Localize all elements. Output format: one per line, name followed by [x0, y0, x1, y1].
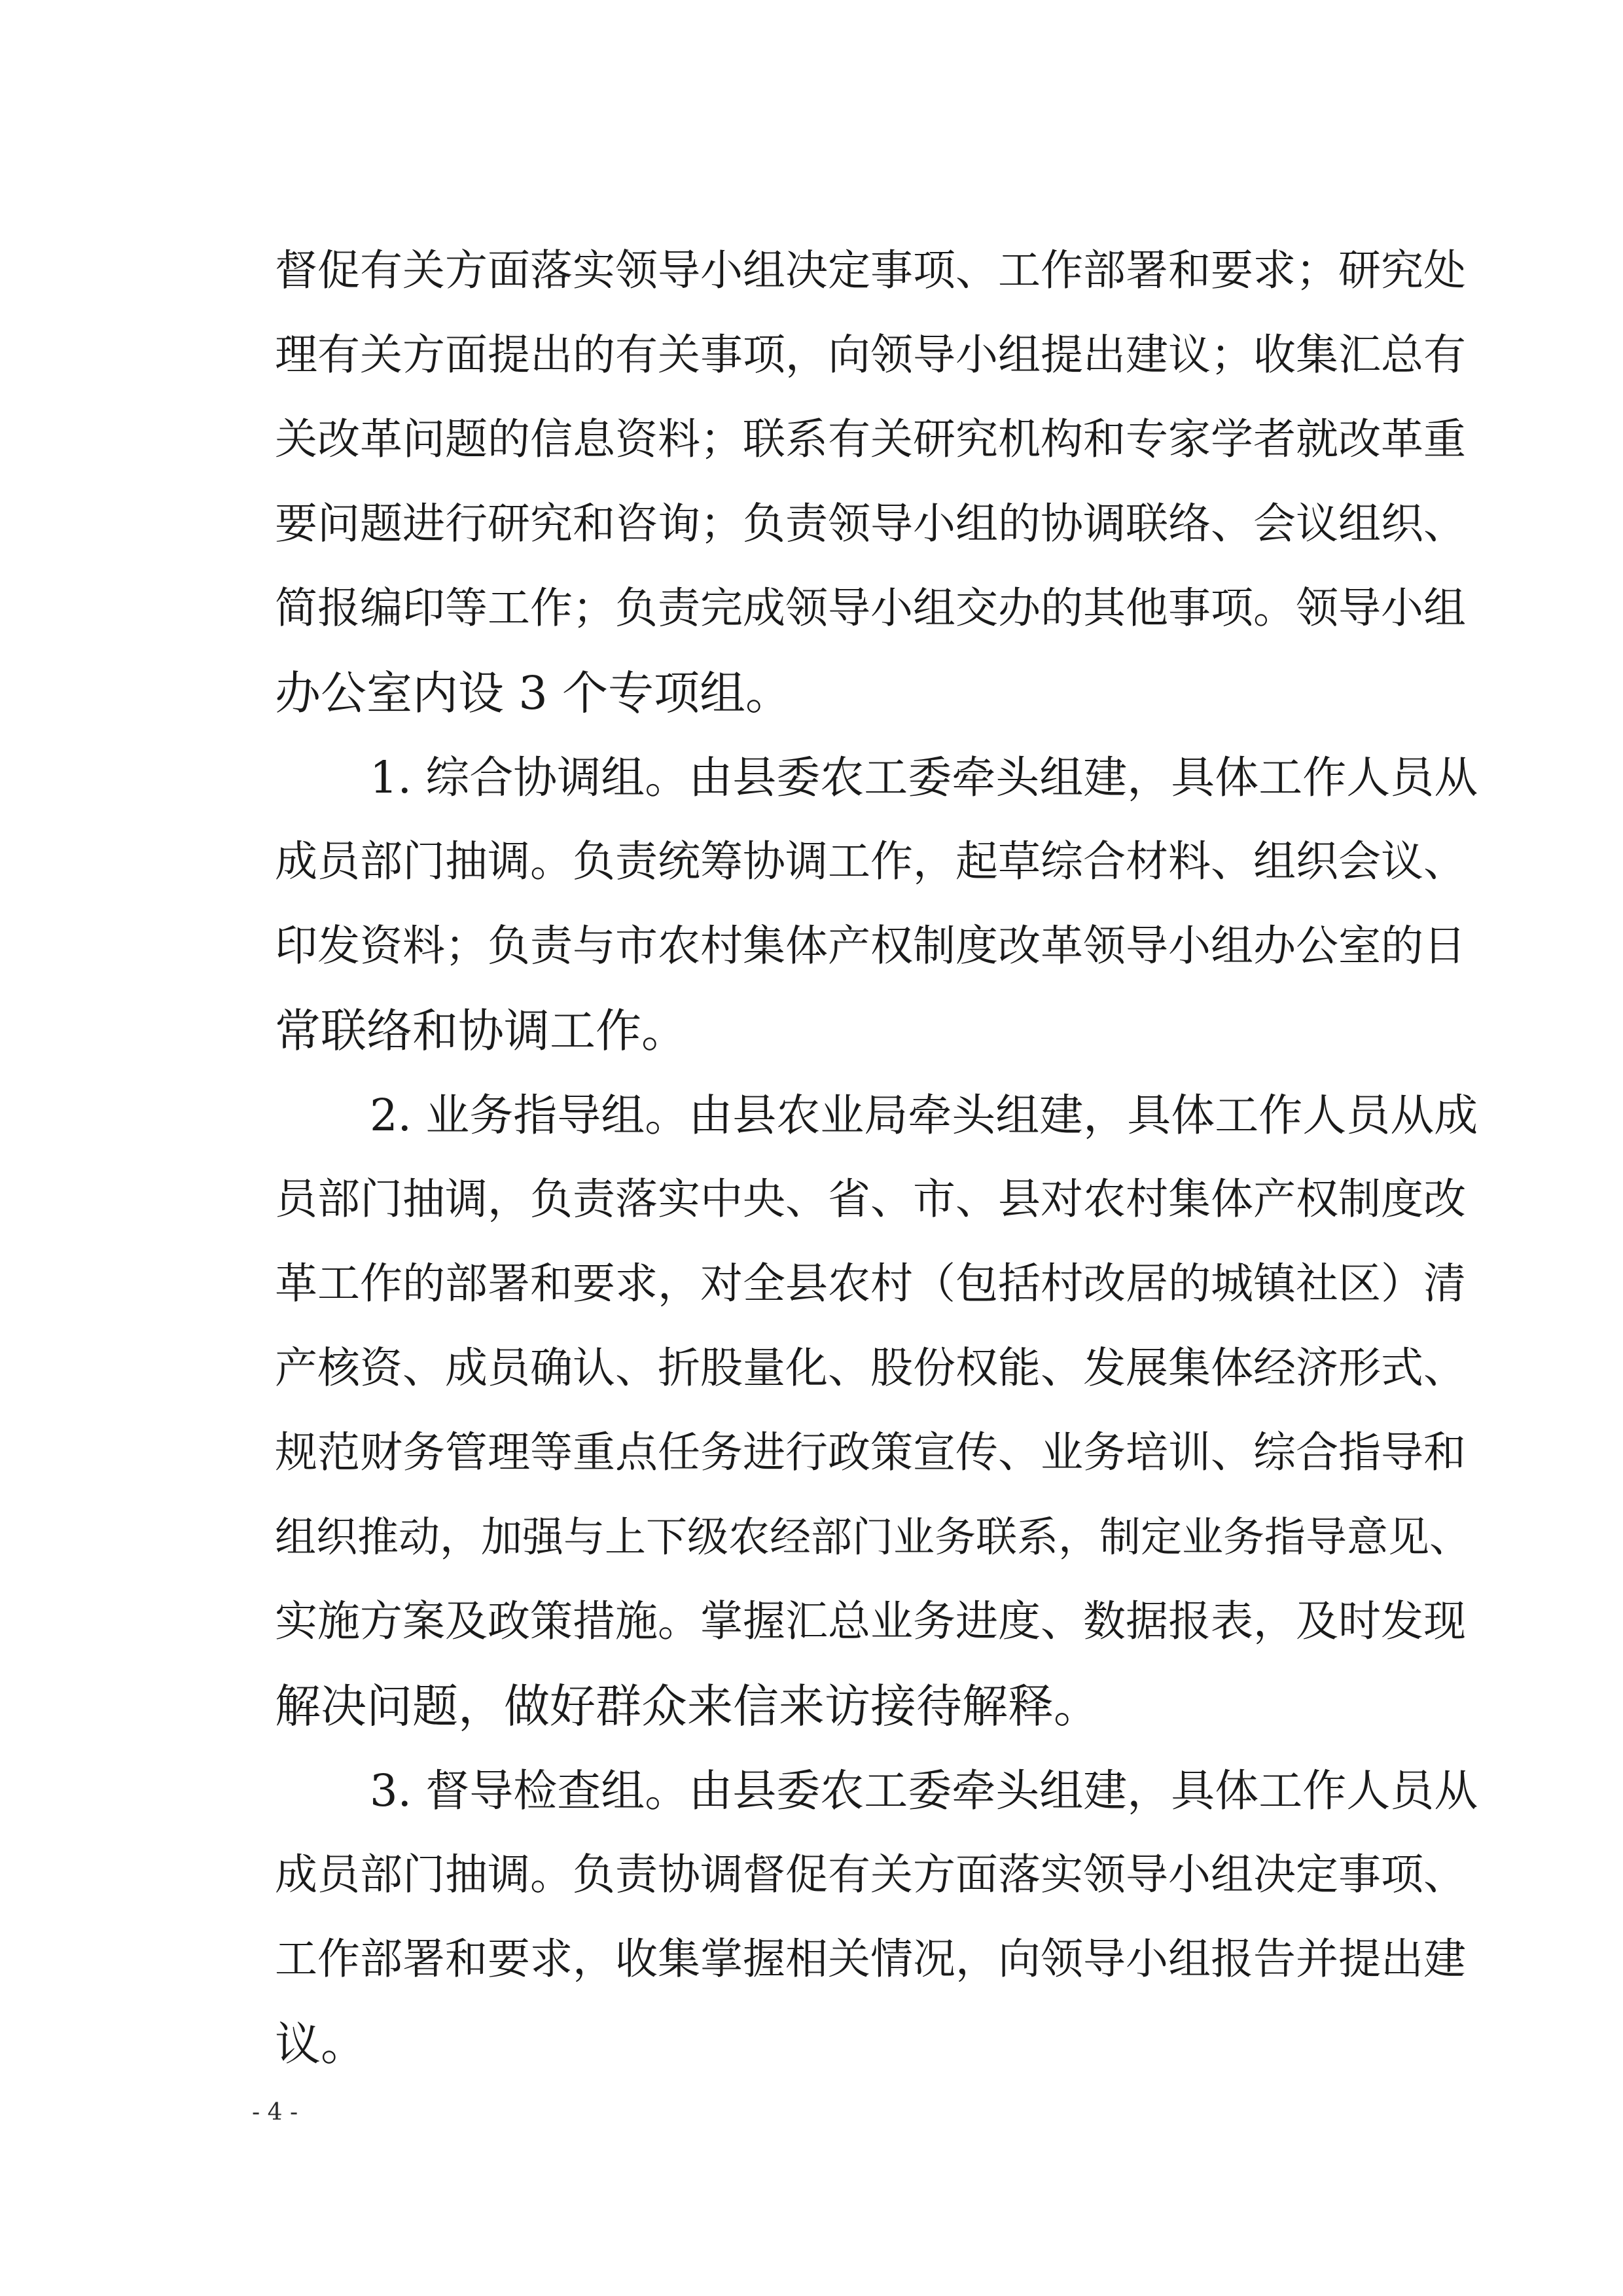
text-line: 议。	[275, 2017, 366, 2071]
text-line: 要问题进行研究和咨询；负责领导小组的协调联络、会议组织、	[275, 499, 1467, 548]
text-line: 关改革问题的信息资料；联系有关研究机构和专家学者就改革重	[275, 415, 1467, 464]
text-line: 规范财务管理等重点任务进行政策宣传、业务培训、综合指导和	[275, 1428, 1467, 1477]
text-line: 1. 综合协调组。由县委农工委牵头组建，具体工作人员从	[370, 752, 1478, 803]
text-line: 督促有关方面落实领导小组决定事项、工作部署和要求；研究处	[275, 246, 1467, 295]
text-line: 简报编印等工作；负责完成领导小组交办的其他事项。领导小组	[275, 584, 1467, 633]
text-line: 成员部门抽调。负责协调督促有关方面落实领导小组决定事项、	[275, 1850, 1467, 1899]
text-line: 工作部署和要求，收集掌握相关情况，向领导小组报告并提出建	[275, 1935, 1467, 1984]
text-line: 办公室内设 3 个专项组。	[275, 666, 792, 720]
text-line: 员部门抽调，负责落实中央、省、市、县对农村集体产权制度改	[275, 1175, 1467, 1224]
text-line: 解决问题，做好群众来信来访接待解释。	[275, 1679, 1099, 1733]
text-line: 2. 业务指导组。由县农业局牵头组建，具体工作人员从成	[370, 1090, 1478, 1141]
text-line: 理有关方面提出的有关事项，向领导小组提出建议；收集汇总有	[275, 331, 1467, 380]
text-line: 成员部门抽调。负责统筹协调工作，起草综合材料、组织会议、	[275, 837, 1467, 886]
text-line: 3. 督导检查组。由县委农工委牵头组建，具体工作人员从	[370, 1765, 1478, 1816]
text-line: 革工作的部署和要求，对全县农村（包括村改居的城镇社区）清	[275, 1259, 1467, 1308]
text-line: 常联络和协调工作。	[275, 1004, 687, 1058]
page-number: - 4 -	[252, 2099, 298, 2126]
text-line: 印发资料；负责与市农村集体产权制度改革领导小组办公室的日	[275, 922, 1467, 971]
text-line: 实施方案及政策措施。掌握汇总业务进度、数据报表，及时发现	[275, 1597, 1467, 1646]
text-line: 组织推动，加强与上下级农经部门业务联系，制定业务指导意见、	[275, 1513, 1471, 1561]
text-line: 产核资、成员确认、折股量化、股份权能、发展集体经济形式、	[275, 1344, 1467, 1393]
